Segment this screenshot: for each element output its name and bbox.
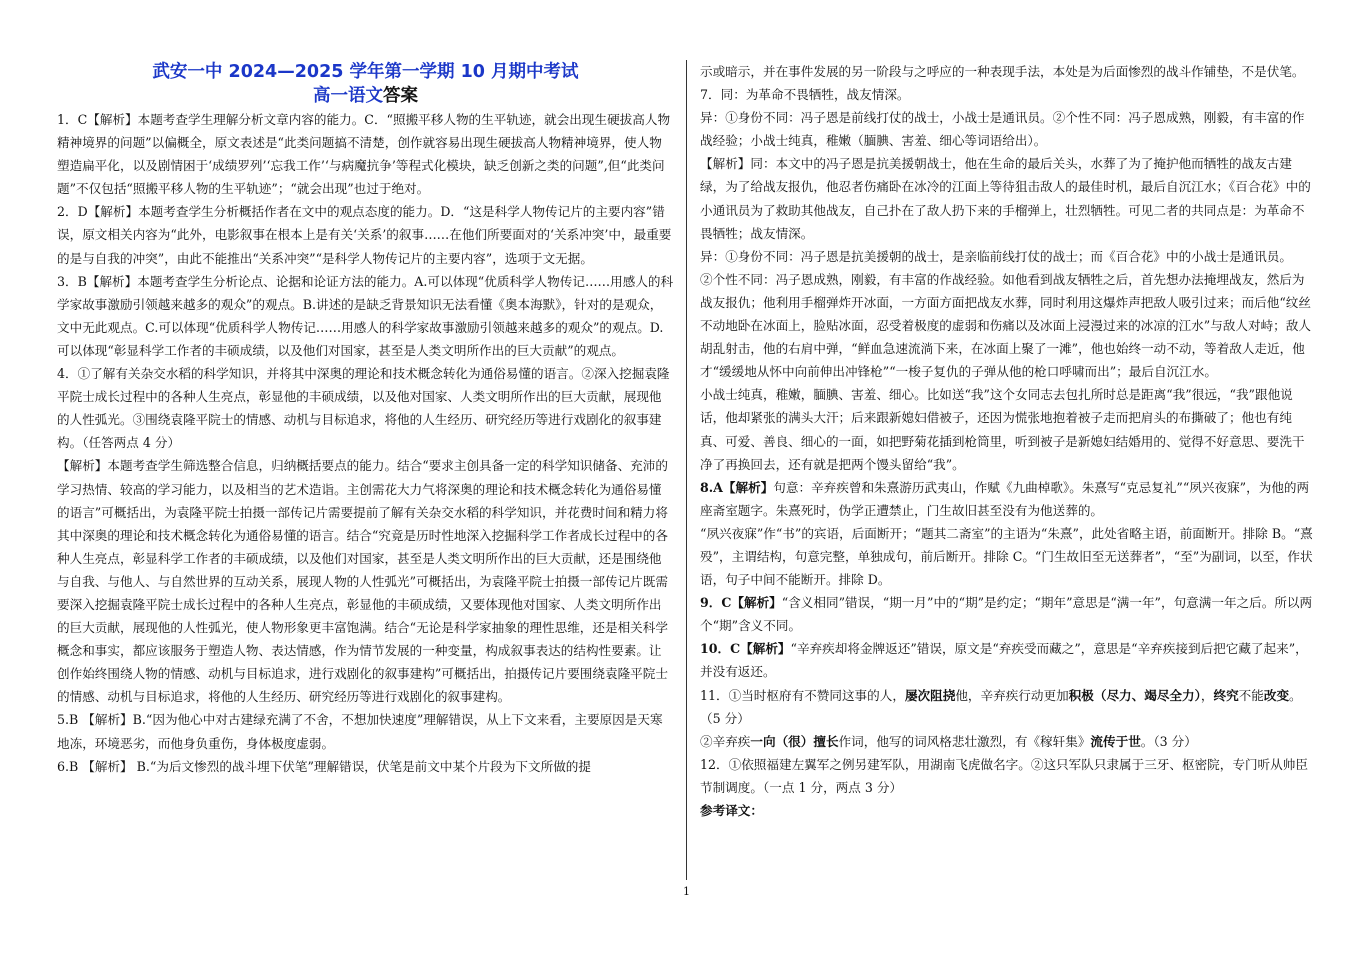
right-column bbox=[700, 60, 1315, 822]
answer-11-2: ②辛弃疾一向（很）擅长作词，他写的词风格悲壮激烈，有《稼轩集》流传于世。（3 分） bbox=[700, 733, 1197, 749]
subtitle-answer: 答案 bbox=[383, 86, 418, 106]
answer-10-head: 10．C【解析】 bbox=[700, 641, 791, 657]
title-block bbox=[57, 60, 674, 108]
column-divider bbox=[686, 60, 687, 880]
page-number: 1 bbox=[683, 885, 690, 898]
answer-3: 3．B【解析】本题考查学生分析论点、论据和论证方法的能力。A.可以体现“优质科学人物传记……用感人的科学家故事激励引领越来越多的观众”的观点。B.讲述的是缺乏背景知识无法看懂《奥本海默》，针对的是观众，文中无此观点。C.可以体现“优质科学人物传记……用感人的科学家故事激励引领越来越多的观众”的观点。D.可以体现“彰显科学工作者的丰硕成绩，以及他们对国家，甚至是人类文明所作出的巨大贡献”的观点。 bbox=[57, 273, 674, 358]
translation-heading: 参考译文： bbox=[700, 803, 763, 818]
answer-4: 4．①了解有关杂交水稻的科学知识，并将其中深奥的理论和技术概念转化为通俗易懂的语言。②深入挖掘袁隆平院士成长过程中的各种人生亮点，彰显他的丰硕成绩，以及他对国家、人类文明所作出的巨大贡献，展现他的人性弧光。③围绕袁隆平院士的情感、动机与目标追求，将他的人生经历、研究经历等进行戏剧化的叙事建构。（任答两点 4 分） bbox=[57, 366, 670, 451]
answer-7-analysis-personality: ②个性不同：冯子恩成熟，刚毅，有丰富的作战经验。如他看到战友牺牲之后，首先想办法掩埋战友，然后为战友报仇；他利用手榴弹炸开冰面，一方面方面把战友水葬，同时利用这爆炸声把敌人吸引过来；而后他“纹丝不动地卧在冰面上，脸贴冰面，忍受着极度的虚弱和伤痛以及冰面上浸漫过来的冰凉的江水”与敌人对峙；敌人胡乱射击，他的右肩中弹，“鲜血急速流淌下来，在冰面上聚了一滩”，他也始终一动不动，等着敌人走近，他才“缓缓地从怀中向前伸出冲锋枪”“一梭子复仇的子弹从他的枪口呼啸而出”；最后自沉江水。 bbox=[700, 271, 1311, 380]
subtitle-subject: 高一语文 bbox=[313, 86, 383, 106]
answer-1: 1．C【解析】本题考查学生理解分析文章内容的能力。C．“照搬平移人物的生平轨迹，就会出现生硬拔高人物精神境界的问题”以偏概全，原文表述是“此类问题搞不清楚，创作就容易出现生硬拔高人物精神境界，使人物塑造扁平化，以及剧情困于‘成绩罗列’‘忘我工作’‘与病魔抗争’等程式化模块，缺乏创新之类的问题”,但“此类问题”不仅包括“照搬平移人物的生平轨迹”；“就会出现”也过于绝对。 bbox=[57, 112, 671, 197]
page-title: 武安一中 2024—2025 学年第一学期 10 月期中考试 bbox=[152, 62, 579, 82]
answer-5: 5.B 【解析】B.“因为他心中对古建绿充满了不舍，不想加快速度”理解错误，从上下文来看，主要原因是天寒地冻，环境恶劣，而他身负重伤，身体极度虚弱。 bbox=[57, 712, 663, 751]
left-column bbox=[57, 108, 674, 778]
page-subtitle bbox=[57, 84, 674, 108]
answer-10: 10．C【解析】“辛弃疾却将金牌返还”错误，原文是“弃疾受而藏之”，意思是“辛弃疾接到后把它藏了起来”，并没有返还。 bbox=[700, 641, 1308, 680]
answer-6-cont: 示或暗示，并在事件发展的另一阶段与之呼应的一种表现手法，本处是为后面惨烈的战斗作铺垫，不是伏笔。 bbox=[700, 64, 1305, 79]
answer-7-diff: 异：①身份不同：冯子恩是前线打仗的战士，小战士是通讯员。②个性不同：冯子恩成熟，刚毅，有丰富的作战经验；小战士纯真，稚嫩（腼腆、害羞、细心等词语给出）。 bbox=[700, 110, 1305, 149]
answer-8-head: 8.A【解析】 bbox=[700, 479, 774, 495]
answer-12: 12．①依照福建左翼军之例另建军队，用湖南飞虎做名字。②这只军队只隶属于三牙、枢密院，专门听从帅臣节制调度。（一点 1 分，两点 3 分） bbox=[700, 756, 1308, 795]
answer-8-cont: “夙兴夜寐”作“书”的宾语，后面断开；“题其二斋室”的主语为“朱熹”，此处省略主语，前面断开。排除 B。“熹殁”，主谓结构，句意完整，单独成句，前后断开。排除 C。“门生故旧至无送葬者”，“至”为副词，以至，作状语，句子中间不能断开。排除 D。 bbox=[700, 525, 1313, 588]
answer-7-analysis-diff: 异：①身份不同：冯子恩是抗美援朝的战士，是亲临前线打仗的战士；而《百合花》中的小战士是通讯员。 bbox=[700, 248, 1292, 264]
answer-7: 7．同：为革命不畏牺牲，战友情深。 bbox=[700, 87, 910, 103]
answer-8: 8.A【解析】句意：辛弃疾曾和朱熹游历武夷山，作赋《九曲棹歌》。朱熹写“克忌复礼”“夙兴夜寐”，为他的两座斋室题字。朱熹死时，伪学正遭禁止，门生故旧甚至没有为他送葬的。 bbox=[700, 479, 1310, 518]
answer-11-1: 11．①当时枢府有不赞同这事的人，屡次阻挠他，辛弃疾行动更加积极（尽力、竭尽全力），终究不能改变。（5 分） bbox=[700, 687, 1302, 726]
answer-4-analysis: 【解析】本题考查学生筛选整合信息，归纳概括要点的能力。结合“要求主创具备一定的科学知识储备、充沛的学习热情、较高的学习能力，以及相当的艺术造诣。主创需花大力气将深奥的理论和技术概念转化为通俗易懂的语言”可概括出，为袁隆平院士拍摄一部传记片需要提前了解有关杂交水稻的科学知识，并花费时间和精力将其中深奥的理论和技术概念转化为通俗易懂的语言。结合“究竟是历时性地深入挖掘科学工作者成长过程中的各种人生亮点，彰显科学工作者的丰硕成绩，以及他们对国家，甚至是人类文明所作出的巨大贡献，还是围绕他与自我、与他人、与自然世界的互动关系，展现人物的人性弧光”可概括出，为袁隆平院士拍摄一部传记片既需要深入挖掘袁隆平院士成长过程中的各种人生亮点，彰显他的丰硕成绩，又要体现他对国家、人类文明所作出的巨大贡献，展现他的人性弧光，使人物形象更丰富饱满。结合“无论是科学家抽象的理性思维，还是相关科学概念和事实，都应该服务于塑造人物、表达情感，作为情节发展的一种变量，构成叙事表达的结构性要素。让创作始终围绕人物的情感、动机与目标追求，进行戏剧化的叙事建构”可概括出，拍摄传记片要围绕袁隆平院士的情感、动机与目标追求，将他的人生经历、研究经历等进行戏剧化的叙事建构。 bbox=[57, 458, 668, 705]
answer-9-head: 9．C【解析】 bbox=[700, 595, 782, 611]
answer-7-analysis: 【解析】同：本文中的冯子恩是抗美援朝战士，他在生命的最后关头，水葬了为了掩护他而牺牲的战友古建绿，为了给战友报仇，他忍者伤痛卧在冰冷的江面上等待狙击敌人的最佳时机，最后自沉江水；《百合花》中的小通讯员为了救助其他战友，自己扑在了敌人扔下来的手榴弹上，壮烈牺牲。可见二者的共同点是：为革命不畏牺牲；战友情深。 bbox=[700, 156, 1311, 241]
answer-7-analysis-soldier: 小战士纯真，稚嫩，腼腆、害羞、细心。比如送“我”这个女同志去包扎所时总是距离“我”很远，“我”跟他说话，他却紧张的满头大汗；后来跟新媳妇借被子，还因为慌张地抱着被子走而把肩头的布撕破了；他也有纯真、可爱、善良、细心的一面，如把野菊花插到枪筒里，听到被子是新媳妇结婚用的、觉得不好意思、要洗干净了再换回去，还有就是把两个馒头留给“我”。 bbox=[700, 387, 1305, 472]
answer-6: 6.B 【解析】 B.“为后文惨烈的战斗埋下伏笔”理解错误，伏笔是前文中某个片段为下文所做的提 bbox=[57, 758, 591, 774]
answer-2: 2．D【解析】本题考查学生分析概括作者在文中的观点态度的能力。D．“这是科学人物传记片的主要内容”错误，原文相关内容为“此外，电影叙事在根本上是有关‘关系’的叙事……在他们所要面对的‘关系冲突’中，最重要的是与自我的冲突”，由此不能推出“关系冲突”“是科学人物传记片的主要内容”，选项于文无据。 bbox=[57, 204, 672, 266]
answer-9: 9．C【解析】“含义相同”错误，“期一月”中的“期”是约定；“期年”意思是“满一年”，句意满一年之后。所以两个“期”含义不同。 bbox=[700, 595, 1313, 634]
